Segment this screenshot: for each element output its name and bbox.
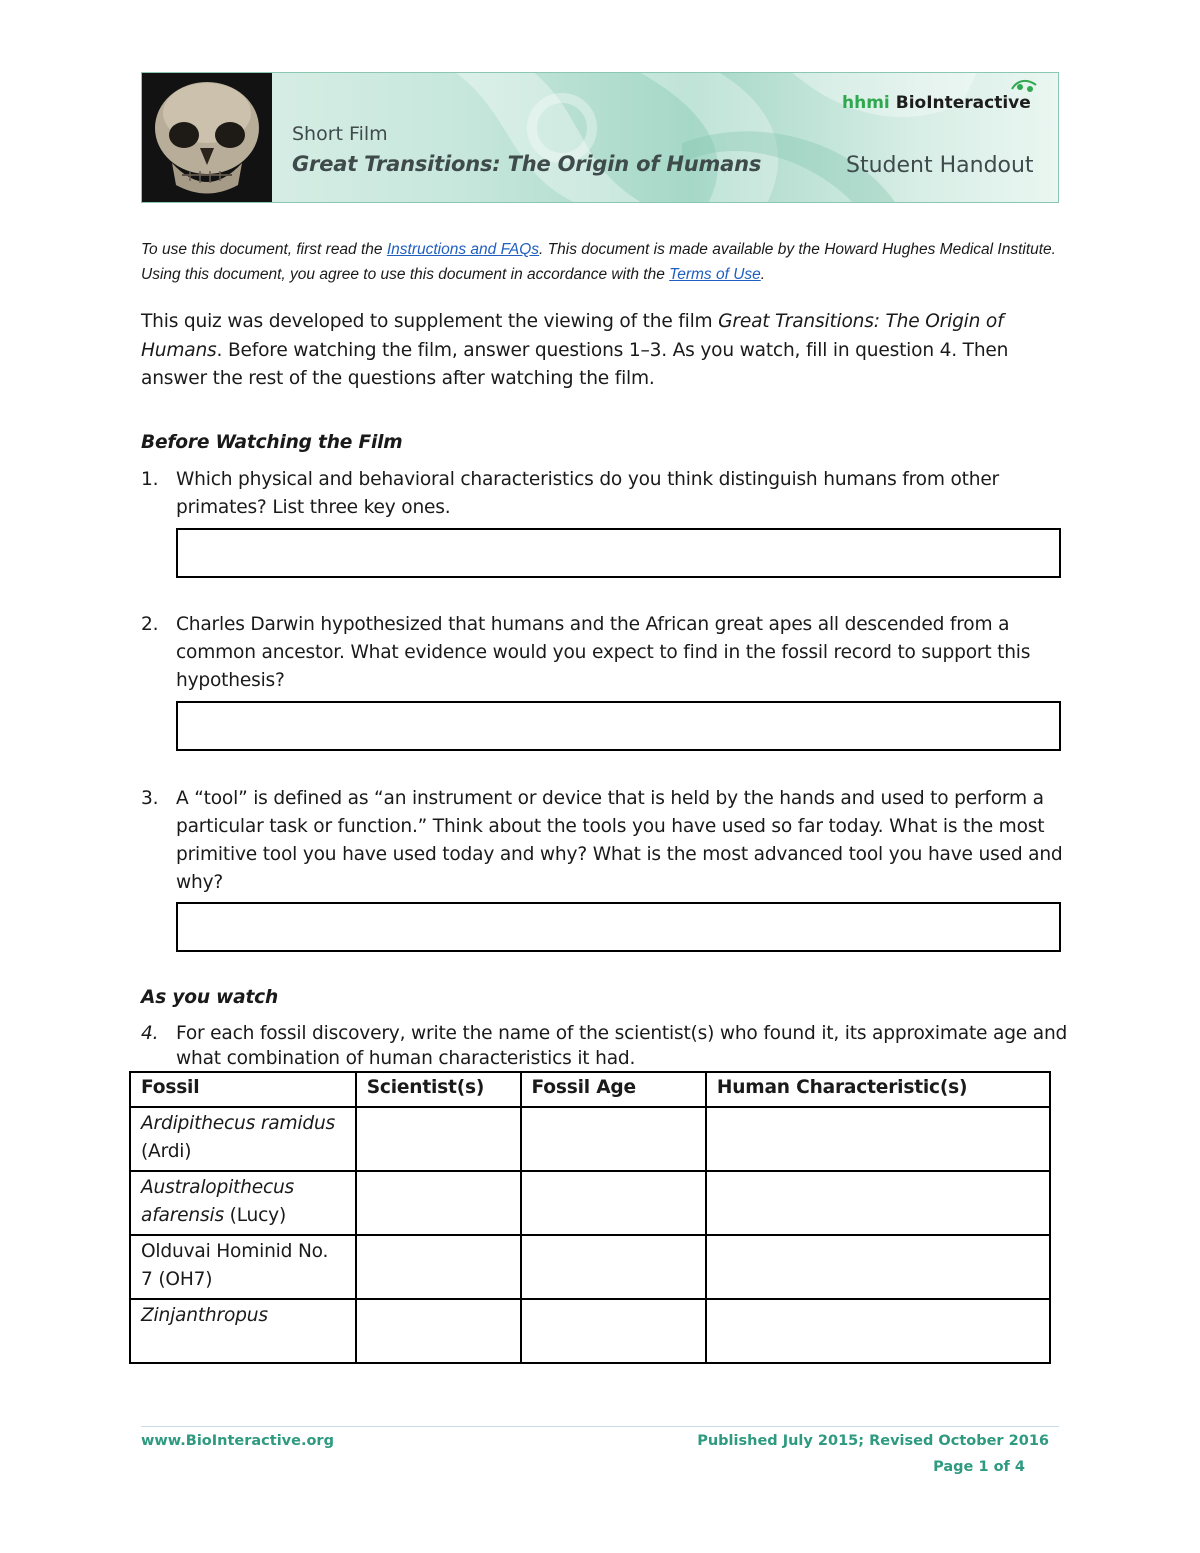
footer-divider bbox=[141, 1426, 1059, 1427]
fossil-age-cell[interactable] bbox=[521, 1171, 706, 1235]
instructions-faqs-link[interactable]: Instructions and FAQs bbox=[386, 241, 540, 258]
answer-box-1[interactable] bbox=[176, 528, 1061, 578]
table-header-row bbox=[130, 1072, 1050, 1107]
fossil-name-cell bbox=[130, 1235, 356, 1299]
leaf-logo-icon bbox=[1010, 77, 1040, 97]
question-3 bbox=[141, 785, 1071, 897]
fossil-nickname: Olduvai Hominid No. 7 (OH7) bbox=[141, 1241, 329, 1290]
section-watch-heading: As you watch bbox=[141, 987, 279, 1008]
question-4 bbox=[141, 1021, 1071, 1071]
disclaimer-text-1: To use this document, first read the bbox=[141, 241, 387, 258]
column-header-human-characteristics: Human Characteristic(s) bbox=[706, 1072, 1050, 1107]
table-row bbox=[130, 1299, 1050, 1363]
fossil-age-cell[interactable] bbox=[521, 1235, 706, 1299]
answer-box-3[interactable] bbox=[176, 902, 1061, 952]
scientists-cell[interactable] bbox=[356, 1171, 521, 1235]
question-text: A “tool” is defined as “an instrument or device that is held by the hands and used to perform a particular task or function.” Think about the tools you have used so far today. What is the most primitive tool you have used today and why? What is the most advanced tool you have used and why? bbox=[176, 788, 1063, 893]
disclaimer bbox=[141, 237, 1061, 287]
hhmi-logo bbox=[842, 93, 1031, 113]
fossil-species: Australopithecus afarensis bbox=[141, 1177, 295, 1226]
intro-paragraph bbox=[141, 308, 1071, 394]
human-characteristics-cell[interactable] bbox=[706, 1107, 1050, 1171]
fossil-species: Zinjanthropus bbox=[141, 1305, 268, 1326]
fossil-name-cell bbox=[130, 1171, 356, 1235]
human-characteristics-cell[interactable] bbox=[706, 1299, 1050, 1363]
question-text: Which physical and behavioral characteristics do you think distinguish humans from other primates? List three key ones. bbox=[176, 469, 1000, 518]
hhmi-logo-text: hhmi bbox=[842, 93, 890, 113]
column-header-scientists: Scientist(s) bbox=[356, 1072, 521, 1107]
question-number: 2. bbox=[141, 614, 159, 635]
header-banner bbox=[141, 72, 1059, 203]
fossil-name-cell bbox=[130, 1299, 356, 1363]
banner-title: Great Transitions: The Origin of Humans bbox=[292, 152, 762, 176]
skull-photo bbox=[142, 73, 272, 202]
scientists-cell[interactable] bbox=[356, 1235, 521, 1299]
intro-text-2: . Before watching the film, answer questions 1–3. As you watch, fill in question 4. Then answer the rest of the questions after watching the film. bbox=[141, 339, 1009, 389]
student-handout-label: Student Handout bbox=[846, 153, 1034, 178]
question-text: Charles Darwin hypothesized that humans and the African great apes all descended from a common ancestor. What evidence would you expect to find in the fossil record to support this hypothesis? bbox=[176, 614, 1031, 691]
question-1 bbox=[141, 466, 1071, 522]
table-row bbox=[130, 1171, 1050, 1235]
column-header-fossil-age: Fossil Age bbox=[521, 1072, 706, 1107]
banner-kicker: Short Film bbox=[292, 123, 388, 145]
footer-website: www.BioInteractive.org bbox=[141, 1433, 334, 1449]
column-header-fossil: Fossil bbox=[130, 1072, 356, 1107]
disclaimer-text-2: . This document is made available by the Howard Hughes Medical Institute. Using this document, you agree to use this document in accordance with the bbox=[141, 241, 1056, 283]
human-characteristics-cell[interactable] bbox=[706, 1235, 1050, 1299]
question-text: For each fossil discovery, write the name of the scientist(s) who found it, its approximate age and what combination of human characteristics it had. bbox=[176, 1023, 1068, 1069]
biointeractive-logo-text: BioInteractive bbox=[895, 93, 1031, 113]
footer-page-number: Page 1 of 4 bbox=[933, 1459, 1025, 1475]
table-row bbox=[130, 1235, 1050, 1299]
intro-text-1: This quiz was developed to supplement the viewing of the film bbox=[141, 311, 719, 332]
question-number: 4. bbox=[141, 1023, 159, 1044]
scientists-cell[interactable] bbox=[356, 1299, 521, 1363]
fossil-species: Ardipithecus ramidus bbox=[141, 1113, 336, 1134]
intro-film-title: Great Transitions: The Origin of Humans bbox=[141, 311, 1004, 361]
question-number: 3. bbox=[141, 788, 159, 809]
scientists-cell[interactable] bbox=[356, 1107, 521, 1171]
human-characteristics-cell[interactable] bbox=[706, 1171, 1050, 1235]
fossil-age-cell[interactable] bbox=[521, 1299, 706, 1363]
fossil-nickname: (Lucy) bbox=[229, 1205, 287, 1226]
terms-of-use-link[interactable]: Terms of Use bbox=[669, 266, 761, 283]
fossil-table bbox=[129, 1071, 1051, 1364]
footer-published: Published July 2015; Revised October 2016 bbox=[697, 1433, 1049, 1449]
answer-box-2[interactable] bbox=[176, 701, 1061, 751]
fossil-nickname: (Ardi) bbox=[141, 1141, 192, 1162]
section-before-heading: Before Watching the Film bbox=[141, 432, 403, 453]
table-row bbox=[130, 1107, 1050, 1171]
question-2 bbox=[141, 611, 1071, 695]
disclaimer-text-3: . bbox=[760, 266, 766, 283]
question-number: 1. bbox=[141, 469, 159, 490]
fossil-name-cell bbox=[130, 1107, 356, 1171]
fossil-age-cell[interactable] bbox=[521, 1107, 706, 1171]
